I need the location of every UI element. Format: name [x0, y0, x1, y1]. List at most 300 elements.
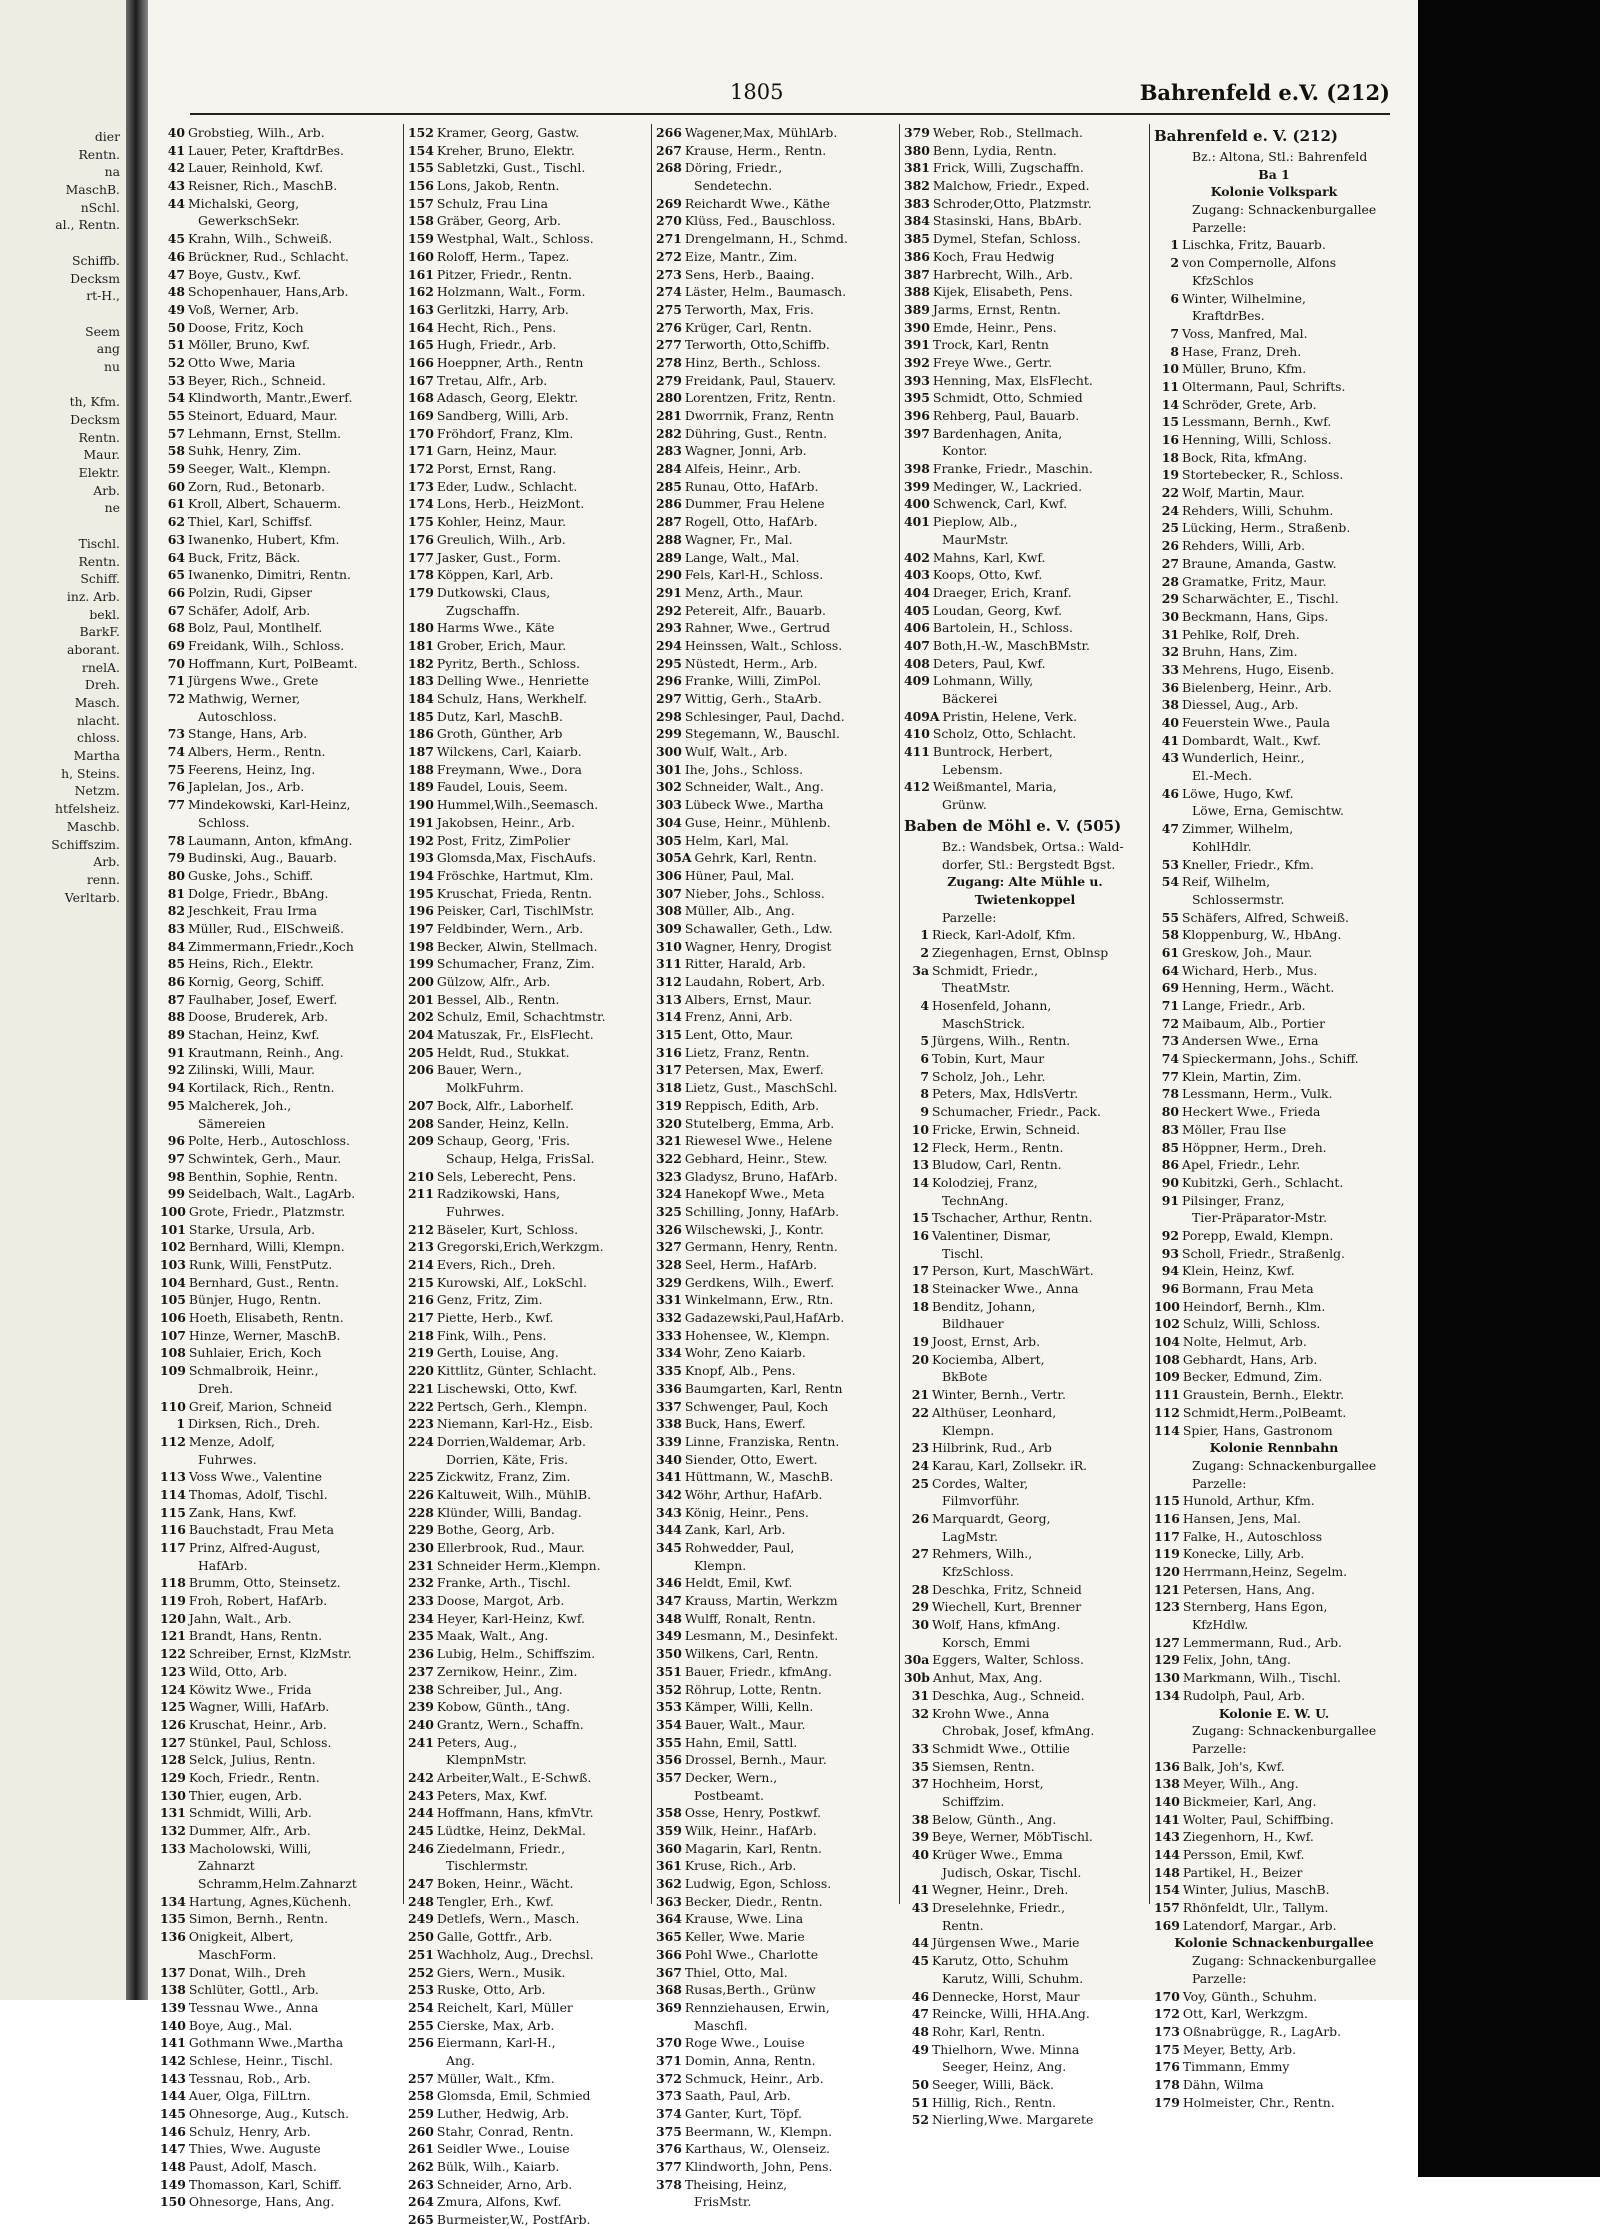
entry-continuation: [160, 1115, 400, 1133]
entry-text: Scholz, Otto, Schlacht.: [932, 726, 1077, 742]
plot-number: 68: [167, 620, 185, 636]
plot-number: 102: [160, 1239, 186, 1255]
entry-text: Kämper, Willi, Kelln.: [684, 1699, 814, 1715]
entry-text: Seidelbach, Walt., LagArb.: [188, 1186, 356, 1202]
entry: [904, 372, 1146, 390]
entry-text: Beyer, Rich., Schneid.: [188, 372, 326, 388]
entry-text: Terworth, Otto,Schiffb.: [684, 337, 830, 353]
plot-number: 240: [408, 1716, 434, 1732]
plot-number: 259: [408, 2106, 434, 2121]
fragment-line: rt-H.,: [86, 288, 120, 304]
entry-text: Thielhorn, Wwe. Minna: [932, 2041, 1080, 2057]
entry-text: Rehders, Willi, Arb.: [1182, 538, 1306, 554]
entry-text: Porst, Ernst, Rang.: [436, 461, 557, 477]
entry: [1154, 360, 1394, 378]
entry: [1154, 325, 1394, 343]
entry-text: Greskow, Joh., Maur.: [1182, 944, 1313, 960]
entry: [408, 1168, 648, 1186]
entry: [904, 1651, 1146, 1669]
entry: [160, 531, 400, 549]
plot-number: 128: [160, 1752, 186, 1768]
entry: [904, 283, 1146, 301]
entry-text: Zugang: Schnackenburgallee: [1192, 1457, 1377, 1473]
entry-text: Spier, Hans, Gastronom: [1182, 1422, 1333, 1438]
entry-text: Wegner, Heinr., Dreh.: [932, 1882, 1069, 1898]
plot-number: 89: [167, 1027, 185, 1043]
plot-number: 319: [656, 1097, 682, 1113]
entry-text: Feerens, Heinz, Ing.: [188, 761, 316, 777]
plot-number: 43: [1161, 750, 1179, 766]
entry: [160, 725, 400, 743]
entry-text: Hugh, Friedr., Arb.: [436, 337, 557, 353]
plot-number: 369: [656, 1999, 682, 2015]
plot-number: 55: [167, 408, 185, 423]
entry-text: Schneider, Arno, Arb.: [436, 2176, 573, 2192]
plot-number: 272: [656, 248, 682, 264]
entry: [1154, 962, 1394, 980]
entry: [408, 584, 648, 602]
entry: [656, 973, 896, 991]
plot-number: 165: [408, 337, 434, 353]
entry: [160, 1645, 400, 1663]
fragment-line: Maur.: [83, 447, 120, 463]
plot-number: 71: [167, 673, 185, 689]
plot-number: 208: [408, 1115, 434, 1131]
entry: [160, 177, 400, 195]
entry-text: Niemann, Karl-Hz., Eisb.: [436, 1416, 594, 1432]
entry: [656, 1822, 896, 1840]
plot-number: 103: [160, 1257, 186, 1272]
entry-text: Ritter, Harald, Arb.: [684, 956, 806, 972]
entry-text: Voy, Günth., Schuhm.: [1182, 1988, 1318, 2004]
entry: [656, 814, 896, 832]
fragment-line: Masch.: [74, 695, 120, 710]
plot-number: 297: [656, 691, 682, 706]
entry: [408, 832, 648, 850]
entry-text: Klindworth, John, Pens.: [684, 2159, 833, 2175]
entry-text: Meyer, Wilh., Ang.: [1182, 1776, 1299, 1792]
entry-text: Karutz, Willi, Schuhm.: [942, 1970, 1084, 1986]
entry: [160, 832, 400, 850]
entry-text: Lischewski, Otto, Kwf.: [436, 1380, 578, 1396]
entry-text: Schäfers, Alfred, Schweiß.: [1182, 909, 1349, 925]
entry-text: Stünkel, Paul, Schloss.: [188, 1734, 332, 1750]
entry-text: Maak, Walt., Ang.: [436, 1628, 549, 1644]
plot-number: 26: [911, 1510, 929, 1526]
entry-text: Krauss, Martin, Werkzm: [684, 1593, 838, 1609]
entry-text: Korsch, Emmi: [942, 1634, 1030, 1650]
plot-number: 190: [408, 797, 434, 813]
entry-continuation: [1154, 1616, 1394, 1634]
plot-number: 320: [656, 1115, 682, 1131]
plot-number: 40: [911, 1847, 929, 1862]
plot-number: 50: [167, 319, 185, 335]
entry: [904, 142, 1146, 160]
entry: [904, 566, 1146, 584]
entry-text: Becker, Alwin, Stellmach.: [436, 938, 598, 954]
entry-text: Apel, Friedr., Lehr.: [1182, 1157, 1301, 1173]
entry: [1154, 997, 1394, 1015]
plot-number: 400: [904, 496, 930, 512]
entry-text: Tischlermstr.: [446, 1858, 529, 1874]
plot-number: 216: [408, 1292, 434, 1308]
plot-number: 366: [656, 1946, 682, 1962]
entry: [160, 1928, 400, 1946]
entry: [160, 1309, 400, 1327]
plot-number: 247: [408, 1876, 434, 1892]
entry: [656, 1875, 896, 1893]
entry: [160, 602, 400, 620]
fragment-line: dier: [94, 129, 120, 144]
entry-text: Kornig, Georg, Schiff.: [188, 974, 325, 989]
entry: [656, 195, 896, 213]
entry: [1154, 1121, 1394, 1139]
entry: [656, 2158, 896, 2176]
entry-text: Andersen Wwe., Erna: [1182, 1033, 1319, 1049]
plot-number: 359: [656, 1823, 682, 1838]
plot-number: 92: [1161, 1227, 1179, 1243]
entry: [160, 1026, 400, 1044]
plot-number: 119: [160, 1593, 186, 1609]
entry: [408, 2123, 648, 2141]
entry-text: Döring, Friedr.,: [684, 160, 783, 176]
entry: [1154, 856, 1394, 874]
plot-number: 254: [408, 1999, 434, 2015]
entry-continuation: [904, 1864, 1146, 1882]
plot-number: 268: [656, 160, 682, 176]
entry-continuation: [656, 1787, 896, 1805]
entry-text: Parzelle:: [1192, 1740, 1247, 1756]
plot-number: 161: [408, 266, 434, 282]
entry: [160, 1504, 400, 1522]
plot-number: 1: [1170, 237, 1179, 253]
plot-number: 243: [408, 1787, 434, 1803]
entry: [160, 1008, 400, 1026]
plot-number: 61: [1161, 944, 1179, 960]
entry: [1154, 1298, 1394, 1316]
entry-text: Brandt, Hans, Rentn.: [188, 1628, 323, 1644]
entry: [408, 2017, 648, 2035]
entry: [656, 1291, 896, 1309]
plot-number: 9: [920, 1104, 929, 1120]
subheading: Kolonie E. W. U.: [1218, 1705, 1330, 1721]
entry: [408, 478, 648, 496]
entry: [408, 319, 648, 337]
plot-number: 102: [1154, 1316, 1180, 1332]
entry: [160, 1291, 400, 1309]
entry: [656, 1610, 896, 1628]
entry: [904, 1457, 1146, 1475]
entry-text: Porepp, Ewald, Klempn.: [1182, 1227, 1334, 1243]
entry-text: Schulz, Hans, Werkhelf.: [436, 691, 587, 706]
plot-number: 86: [167, 974, 185, 989]
plot-number: 206: [408, 1062, 434, 1078]
entry-text: Dühring, Gust., Rentn.: [684, 425, 828, 441]
plot-number: 213: [408, 1239, 434, 1255]
plot-number: 25: [911, 1475, 929, 1491]
entry-text: Wiechell, Kurt, Brenner: [932, 1599, 1082, 1615]
entry: [408, 1804, 648, 1822]
entry-text: Fuhrwes.: [446, 1203, 505, 1219]
plot-number: 405: [904, 602, 930, 618]
entry: [160, 584, 400, 602]
entry-text: Schumacher, Friedr., Pack.: [932, 1104, 1101, 1120]
entry-text: Hilbrink, Rud., Arb: [932, 1440, 1052, 1456]
plot-number: 12: [911, 1139, 929, 1155]
plot-number: 303: [656, 797, 682, 813]
plot-number: 372: [656, 2070, 682, 2086]
fragment-line: renn.: [86, 871, 120, 887]
entry: [656, 991, 896, 1009]
entry-text: Hummel,Wilh.,Seemasch.: [436, 797, 599, 813]
entry: [904, 637, 1146, 655]
plot-number: 280: [656, 390, 682, 406]
entry-text: MaurMstr.: [942, 531, 1009, 547]
entry-text: Piette, Herb., Kwf.: [436, 1310, 554, 1326]
plot-number: 47: [1161, 821, 1179, 837]
plot-number: 375: [656, 2123, 682, 2139]
entry-text: Kohler, Heinz, Maur.: [436, 514, 567, 530]
plot-number: 175: [408, 514, 434, 530]
entry: [1154, 2076, 1394, 2094]
entry: [904, 1386, 1146, 1404]
entry-continuation: [904, 1192, 1146, 1210]
entry: [1154, 1351, 1394, 1369]
plot-number: 83: [167, 920, 185, 936]
entry: [656, 442, 896, 460]
entry-text: Krautmann, Reinh., Ang.: [188, 1044, 344, 1060]
entry: [1154, 1581, 1394, 1599]
entry: [904, 124, 1146, 142]
entry-text: Bäckerei: [942, 691, 998, 706]
plot-number: 395: [904, 390, 930, 406]
entry: [904, 1881, 1146, 1899]
entry-text: Roloff, Herm., Tapez.: [436, 248, 570, 264]
entry: [160, 2158, 400, 2176]
entry: [408, 283, 648, 301]
entry-continuation: [904, 1917, 1146, 1935]
entry-text: Polte, Herb., Autoschloss.: [188, 1133, 350, 1149]
entry-continuation: [160, 1875, 400, 1893]
plot-number: 205: [408, 1044, 434, 1060]
plot-number: 157: [408, 195, 434, 211]
plot-number: 286: [656, 496, 682, 512]
entry-text: Wöhr, Arthur, HafArb.: [684, 1486, 823, 1502]
plot-number: 388: [904, 284, 930, 300]
entry-text: Ganter, Kurt, Töpf.: [684, 2106, 802, 2121]
subheading: Twietenkoppel: [974, 891, 1076, 907]
entry: [656, 1274, 896, 1292]
entry-text: Jürgens Wwe., Grete: [188, 673, 319, 689]
plot-number: 221: [408, 1380, 434, 1396]
entry: [408, 2176, 648, 2194]
entry-text: Detlefs, Wern., Masch.: [436, 1911, 580, 1927]
plot-number: 39: [911, 1829, 929, 1845]
entry: [160, 1698, 400, 1716]
plot-number: 263: [408, 2176, 434, 2192]
entry: [160, 1327, 400, 1345]
entry: [1154, 1864, 1394, 1882]
entry: [656, 849, 896, 867]
entry: [1154, 1015, 1394, 1033]
entry: [408, 513, 648, 531]
entry-text: Bormann, Frau Meta: [1182, 1281, 1314, 1296]
plot-number: 85: [167, 956, 185, 972]
entry-text: Henning, Willi, Schloss.: [1182, 432, 1332, 447]
entry: [656, 655, 896, 673]
plot-number: 17: [911, 1263, 929, 1279]
entry: [904, 708, 1146, 726]
entry: [904, 926, 1146, 944]
entry: [1154, 236, 1394, 254]
plot-number: 387: [904, 266, 930, 282]
entry: [904, 549, 1146, 567]
entry-text: Zimmermann,Friedr.,Koch: [188, 938, 354, 954]
entry: [408, 867, 648, 885]
entry: [408, 1008, 648, 1026]
entry: [408, 1928, 648, 1946]
entry: [1154, 555, 1394, 573]
entry: [160, 885, 400, 903]
entry-continuation: [904, 909, 1146, 927]
entry-text: Luther, Hedwig, Arb.: [436, 2106, 570, 2121]
entry: [160, 743, 400, 761]
entry-text: Suhlaier, Erich, Koch: [188, 1345, 322, 1361]
entry-text: Latendorf, Margar., Arb.: [1182, 1917, 1337, 1933]
plot-number: 59: [167, 461, 185, 477]
entry-text: Dorrien, Käte, Fris.: [446, 1451, 569, 1467]
column-1: [160, 124, 400, 2211]
entry-text: Pitzer, Friedr., Rentn.: [436, 266, 573, 282]
entry-text: Lübeck Wwe., Martha: [684, 797, 824, 813]
entry: [656, 1115, 896, 1133]
entry: [160, 1751, 400, 1769]
entry-text: Dymel, Stefan, Schloss.: [932, 231, 1081, 247]
entry: [656, 1097, 896, 1115]
entry: [160, 159, 400, 177]
entry-text: Hohensee, W., Klempn.: [684, 1327, 830, 1343]
plot-number: 352: [656, 1681, 682, 1697]
plot-number: 94: [1161, 1263, 1179, 1279]
entry-continuation: [656, 2193, 896, 2211]
plot-number: 25: [1161, 520, 1179, 536]
entry: [656, 460, 896, 478]
plot-number: 195: [408, 885, 434, 901]
entry-text: Kruschat, Heinr., Arb.: [188, 1716, 327, 1732]
plot-number: 309: [656, 920, 682, 936]
entry: [904, 177, 1146, 195]
entry-text: Schmidt, Friedr.,: [932, 962, 1039, 978]
entry-text: Braune, Amanda, Gastw.: [1182, 555, 1337, 571]
entry: [408, 1539, 648, 1557]
plot-number: 191: [408, 814, 434, 830]
plot-number: 327: [656, 1239, 682, 1255]
plot-number: 204: [408, 1027, 434, 1043]
plot-number: 70: [167, 655, 185, 671]
plot-number: 140: [1154, 1793, 1180, 1809]
entry: [904, 997, 1146, 1015]
entry-text: Rieck, Karl-Adolf, Kfm.: [932, 927, 1076, 943]
entry-text: Köwitz Wwe., Frida: [188, 1681, 312, 1697]
entry-continuation: [656, 177, 896, 195]
plot-number: 138: [160, 1982, 186, 1998]
entry-text: MolkFuhrm.: [446, 1080, 524, 1096]
entry-continuation: [904, 1528, 1146, 1546]
entry-text: Hase, Franz, Dreh.: [1182, 343, 1302, 359]
plot-number: 55: [1161, 909, 1179, 925]
entry-text: Linne, Franziska, Rentn.: [684, 1433, 840, 1449]
entry-text: HafArb.: [198, 1557, 248, 1573]
plot-number: 170: [408, 425, 434, 441]
entry-text: Both,H.-W., MaschBMstr.: [932, 637, 1090, 653]
entry: [1154, 1881, 1394, 1899]
plot-number: 49: [911, 2041, 929, 2057]
plot-number: 317: [656, 1062, 682, 1078]
entry: [160, 372, 400, 390]
entry-text: Gerdkens, Wilh., Ewerf.: [684, 1274, 835, 1290]
entry-text: Hochheim, Horst,: [932, 1776, 1044, 1792]
fragment-line: rnelA.: [81, 659, 120, 675]
entry-text: Auer, Olga, FilLtrn.: [188, 2088, 311, 2104]
plot-number: 184: [408, 691, 434, 706]
entry-text: Joost, Ernst, Arb.: [932, 1334, 1041, 1350]
plot-number: 54: [167, 390, 185, 406]
entry: [656, 1769, 896, 1787]
entry: [408, 690, 648, 708]
plot-number: 342: [656, 1486, 682, 1502]
entry-text: Hillig, Rich., Rentn.: [932, 2094, 1057, 2110]
entry: [904, 301, 1146, 319]
entry: [904, 1209, 1146, 1227]
plot-number: 10: [1161, 361, 1179, 377]
entry: [656, 1415, 896, 1433]
entry: [656, 2176, 896, 2194]
plot-number: 51: [167, 337, 185, 353]
entry-text: Postbeamt.: [694, 1787, 764, 1803]
entry-text: Tobin, Kurt, Maur: [932, 1051, 1045, 1067]
entry-text: Pertsch, Gerh., Klempn.: [436, 1398, 588, 1414]
entry: [904, 1262, 1146, 1280]
entry-text: Dutkowski, Claus,: [436, 584, 551, 600]
entry-text: Simon, Bernh., Rentn.: [188, 1911, 329, 1927]
entry-text: Wilckens, Carl, Kaiarb.: [436, 744, 582, 760]
entry: [408, 2087, 648, 2105]
plot-number: 46: [911, 1988, 929, 2004]
entry-text: Lehmann, Ernst, Stellm.: [188, 425, 342, 441]
entry-text: Schroder,Otto, Platzmstr.: [932, 195, 1092, 211]
entry-text: Bruhn, Hans, Zim.: [1182, 644, 1298, 660]
entry-text: Sens, Herb., Baaing.: [684, 266, 815, 282]
entry-text: Wagener,Max, MühlArb.: [684, 125, 838, 140]
entry: [160, 867, 400, 885]
plot-number: 1: [176, 1416, 185, 1432]
entry: [656, 1203, 896, 1221]
plot-number: 154: [408, 142, 434, 158]
plot-number: 88: [167, 1009, 185, 1025]
plot-number: 74: [167, 744, 185, 760]
plot-number: 409A: [904, 708, 940, 724]
entry-text: Fricke, Erwin, Schneid.: [932, 1121, 1081, 1137]
entry-text: Gebhardt, Hans, Arb.: [1182, 1351, 1318, 1367]
entry-continuation: [1154, 1457, 1394, 1475]
entry-text: Kurowski, Alf., LokSchl.: [436, 1274, 587, 1290]
entry: [904, 1828, 1146, 1846]
fragment-line: BarkF.: [79, 624, 120, 640]
entry: [1154, 1315, 1394, 1333]
entry-text: Runau, Otto, HafArb.: [684, 478, 819, 494]
entry-text: Hüttmann, W., MaschB.: [684, 1469, 834, 1485]
plot-number: 380: [904, 142, 930, 158]
